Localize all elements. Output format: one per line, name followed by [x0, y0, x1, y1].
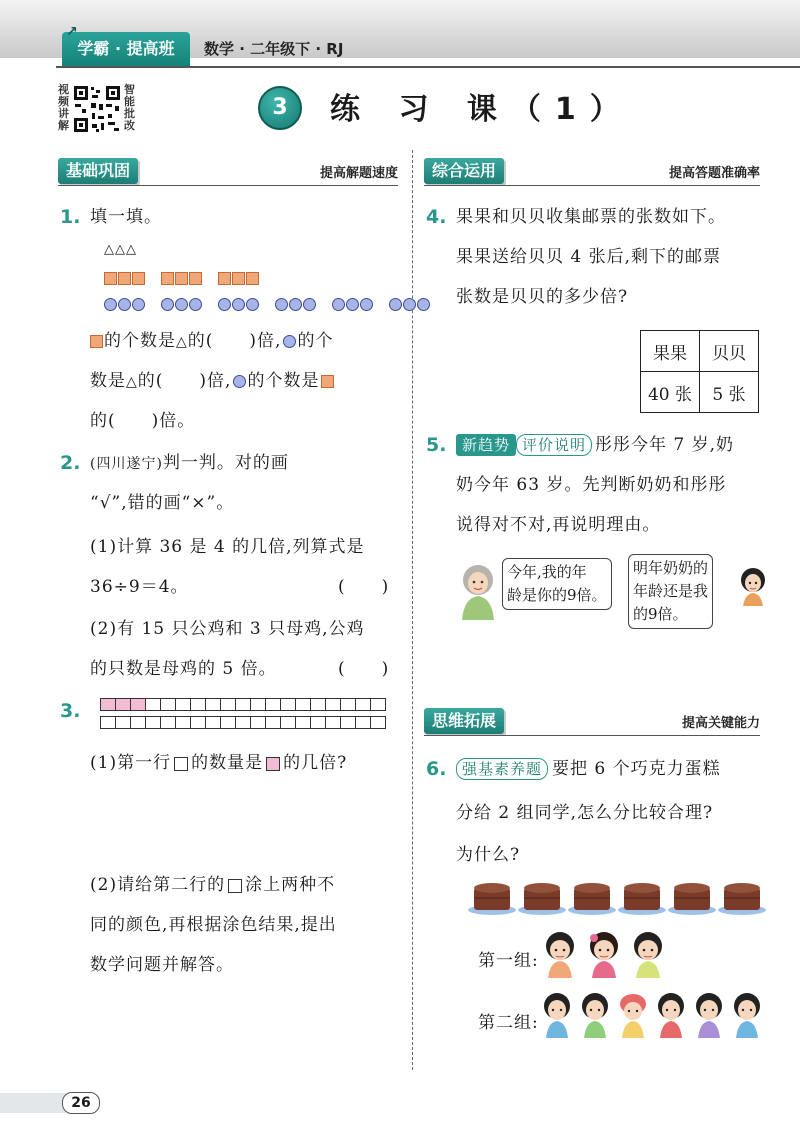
section-thinking-tag: 思维拓展 — [424, 708, 504, 734]
table-header-beibei: 贝贝 — [700, 331, 759, 372]
q6-line3: 为什么? — [456, 845, 521, 865]
q3-grid-row2[interactable] — [100, 716, 385, 729]
grandma-speech-bubble: 今年,我的年 龄是你的9倍。 — [502, 558, 612, 610]
q3-p2-line2: 同的颜色,再根据涂色结果,提出 — [90, 915, 337, 935]
q4-line1: 果果和贝贝收集邮票的张数如下。 — [456, 207, 726, 227]
q3-grid-row1 — [100, 698, 385, 711]
q4-line3: 张数是贝贝的多少倍? — [456, 287, 629, 307]
q3-p2-line3: 数学问题并解答。 — [90, 955, 234, 975]
column-divider — [412, 150, 413, 1070]
girl-icon — [738, 566, 768, 606]
foundation-badge: 强基素养题 — [456, 758, 548, 780]
child-icon — [634, 932, 662, 978]
page-number: 26 — [62, 1092, 100, 1114]
child-icon — [696, 993, 722, 1038]
q5-number: 5. — [426, 434, 447, 456]
q2-line1: (四川遂宁)判一判。对的画 — [90, 453, 289, 473]
q2-p2-line2: 的只数是母鸡的 5 倍。 — [90, 659, 277, 679]
q3-number: 3. — [60, 700, 81, 722]
q4-stamp-table — [640, 330, 759, 413]
group1-children — [540, 930, 670, 978]
subject-label: 数学 · 二年级下 · RJ — [204, 40, 344, 58]
lesson-number-badge: 3 — [258, 86, 302, 130]
group2-children — [538, 990, 766, 1038]
lesson-title: 练 习 课（1） — [330, 92, 634, 127]
cake-icon — [518, 883, 566, 915]
q2-p2-answer[interactable]: ( ) — [338, 659, 390, 679]
q2-p1-line1: (1)计算 36 是 4 的几倍,列算式是 — [90, 537, 365, 557]
q5-line3: 说得对不对,再说明理由。 — [456, 515, 661, 535]
section-basic-note: 提高解题速度 — [319, 166, 398, 181]
group1-label: 第一组: — [478, 951, 539, 971]
cake-icon — [468, 883, 516, 915]
q6-line2: 分给 2 组同学,怎么分比较合理? — [456, 803, 714, 823]
q1-prompt: 填一填。 — [90, 207, 162, 227]
q1-squares-row — [104, 268, 260, 287]
q4-line2: 果果送给贝贝 4 张后,剩下的邮票 — [456, 247, 722, 267]
q2-number: 2. — [60, 452, 81, 474]
qr-right-label: 智能批改 — [124, 83, 135, 132]
child-icon — [658, 993, 684, 1038]
table-header-guoguo: 果果 — [641, 331, 700, 372]
tongtong-speech-bubble: 明年奶奶的 年龄还是我 的9倍。 — [628, 554, 713, 629]
cake-icon — [668, 883, 716, 915]
section-comprehensive — [424, 158, 760, 186]
child-icon — [620, 994, 646, 1038]
section-basic-tag: 基础巩固 — [58, 158, 138, 184]
q5-line1: 新趋势 评价说明 彤彤今年 7 岁,奶 — [456, 434, 734, 456]
q3-p1: (1)第一行 的数量是 的几倍? — [90, 753, 348, 773]
qr-code-icon[interactable] — [72, 84, 122, 134]
child-icon — [590, 932, 618, 978]
section-rule — [424, 735, 760, 736]
section-basic — [58, 158, 398, 186]
section-comprehensive-tag: 综合运用 — [424, 158, 504, 184]
header-rule — [56, 66, 800, 68]
cake-icon — [718, 883, 766, 915]
group2-label: 第二组: — [478, 1013, 539, 1033]
q6-line1: 强基素养题 要把 6 个巧克力蛋糕 — [456, 758, 721, 780]
q1-line2: 数是△的( )倍, 的个数是 — [90, 370, 335, 393]
child-icon — [546, 932, 574, 978]
brand-tab — [62, 24, 190, 66]
q4-number: 4. — [426, 206, 447, 228]
section-thinking-note: 提高关键能力 — [681, 716, 760, 731]
evaluate-badge: 评价说明 — [516, 434, 592, 456]
table-cell-beibei: 5 张 — [700, 372, 759, 413]
section-rule — [58, 185, 398, 186]
q1-number: 1. — [60, 206, 81, 228]
child-icon — [734, 993, 760, 1038]
q2-p2-line1: (2)有 15 只公鸡和 3 只母鸡,公鸡 — [90, 619, 365, 639]
cake-icon — [618, 883, 666, 915]
child-icon — [582, 993, 608, 1038]
child-icon — [544, 993, 570, 1038]
q2-p1-answer[interactable]: ( ) — [338, 577, 390, 597]
page-number-bar — [0, 1093, 66, 1113]
q2-p1-line2: 36÷9＝4。 — [90, 577, 189, 597]
trend-badge: 新趋势 — [456, 434, 516, 456]
brand-label: 学霸 · 提高班 — [77, 39, 175, 58]
section-thinking — [424, 708, 760, 736]
qr-left-label: 视频讲解 — [58, 83, 69, 132]
table-cell-guoguo: 40 张 — [641, 372, 700, 413]
q5-line2: 奶今年 63 岁。先判断奶奶和彤彤 — [456, 475, 727, 495]
section-comprehensive-note: 提高答题准确率 — [668, 166, 760, 181]
grandma-icon — [456, 562, 500, 620]
q1-triangles: △△△ — [104, 242, 137, 257]
q1-line3: 的( )倍。 — [90, 411, 196, 431]
arrow-icon: ↗ — [66, 24, 78, 40]
cake-icon — [568, 883, 616, 915]
section-rule — [424, 185, 760, 186]
cakes-row — [468, 876, 768, 918]
q1-line1: 的个数是△的( )倍, 的个 — [90, 330, 333, 353]
q6-number: 6. — [426, 758, 447, 780]
q3-p2-line1: (2)请给第二行的 涂上两种不 — [90, 875, 336, 895]
q2-line2: “√”,错的画“×”。 — [90, 493, 235, 513]
q1-circles-row — [104, 294, 431, 313]
